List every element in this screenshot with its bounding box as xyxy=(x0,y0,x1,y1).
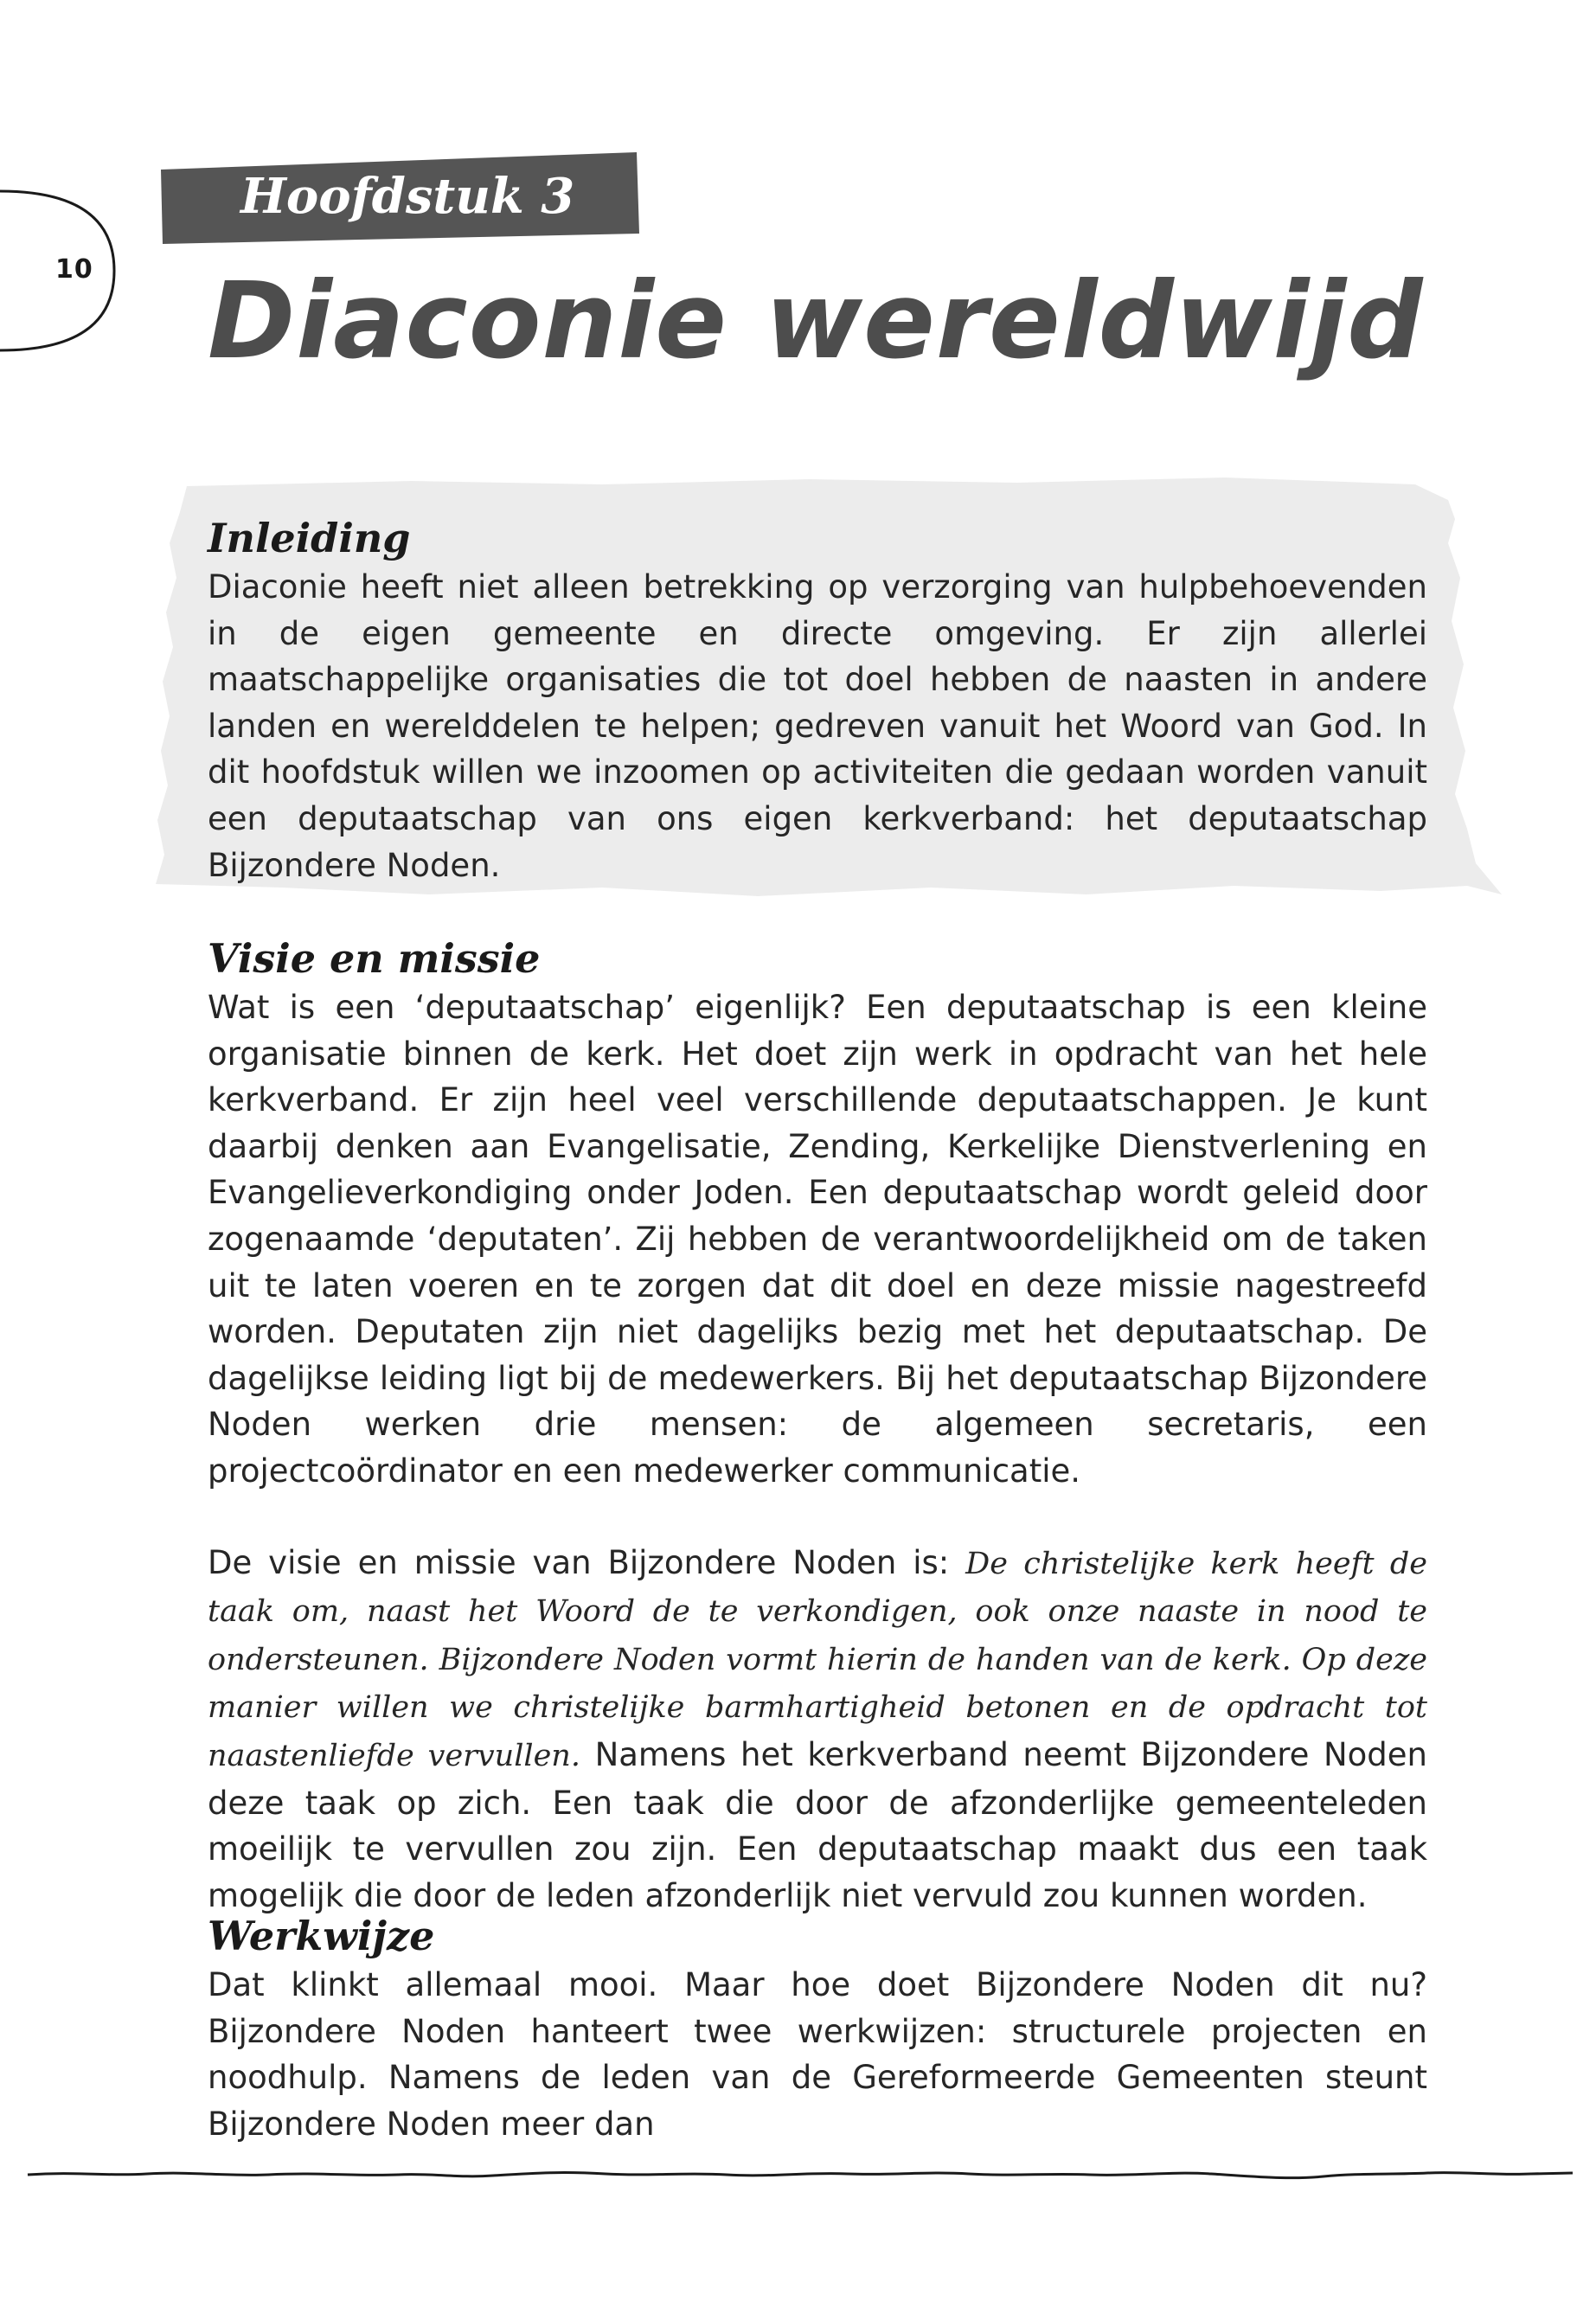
section-heading-werkwijze: Werkwijze xyxy=(208,1913,435,1959)
visie-paragraph-1: Wat is een ‘deputaatschap’ eigenlijk? Een deputaatschap is een kleine organisatie binnen de kerk. Het doet zijn werk in opdracht van het hele kerkverband. Er zijn heel veel verschillende deputaatschappen. Je kunt daarbij denken aan Evangelisatie, Zending, Kerkelijke Dienstverlening en Evangelieverkondiging onder Joden. Een deputaatschap wordt geleid door zogenaamde ‘deputaten’. Zij hebben de verantwoordelijkheid om de taken uit te laten voeren en te zorgen dat dit doel en deze missie nagestreefd worden. Deputaten zijn niet dagelijks bezig met het deputaatschap. De dagelijkse leiding ligt bij de medewerkers. Bij het deputaatschap Bijzondere Noden werken drie mensen: de algemeen secretaris, een projectcoördinator en een medewerker communicatie. xyxy=(208,989,1427,1490)
footer-wavy-line xyxy=(26,2164,1574,2190)
inleiding-paragraph: Diaconie heeft niet alleen betrekking op verzorging van hulpbehoevenden in de eigen gemeente en directe omgeving. Er zijn allerlei maatschappelijke organisaties die tot doel hebben de naasten in andere landen en werelddelen te helpen; gedreven vanuit het Woord van God. In dit hoofdstuk willen we inzoomen op activiteiten die gedaan worden vanuit een deputaatschap van ons eigen kerkverband: het deputaatschap Bijzondere Noden. xyxy=(208,568,1427,884)
chapter-label: Hoofdstuk 3 xyxy=(240,168,575,225)
werkwijze-paragraph: Dat klinkt allemaal mooi. Maar hoe doet Bijzondere Noden dit nu? Bijzondere Noden hanteert twee werkwijzen: structurele projecten en noodhulp. Namens de leden van de Gereformeerde Gemeenten steunt Bijzondere Noden meer dan xyxy=(208,1966,1427,2143)
section-werkwijze xyxy=(208,1910,1427,2147)
footer-divider xyxy=(26,2164,1574,2194)
page-number: 10 xyxy=(55,254,93,285)
visie-paragraph-2 xyxy=(208,1540,1427,1920)
page-number-marker xyxy=(0,189,121,353)
visie-quote-intro: De visie en missie van Bijzondere Noden is: xyxy=(208,1543,966,1581)
chapter-title: Diaconie wereldwijd xyxy=(208,260,1424,382)
chapter-banner xyxy=(161,152,642,244)
visie-quote: De christelijke kerk heeft de taak om, naast het Woord de te verkondigen, ook onze naaste in nood te ondersteunen. Bijzondere Noden vormt hierin de handen van de kerk. Op deze manier willen we christelijke barmhartigheid betonen en de opdracht tot naastenliefde vervullen. xyxy=(208,1546,1427,1773)
section-heading-inleiding: Inleiding xyxy=(208,515,411,561)
section-heading-visie: Visie en missie xyxy=(208,935,541,982)
section-inleiding xyxy=(208,512,1427,888)
visie-paragraph-2-rest: Namens het kerkverband neemt Bijzondere Noden deze taak op zich. Een taak die door de afzonderlijke gemeenteleden moeilijk te vervullen zou zijn. Een deputaatschap maakt dus een taak mogelijk die door de leden afzonderlijk niet vervuld zou kunnen worden. xyxy=(208,1735,1427,1914)
section-visie-en-missie xyxy=(208,933,1427,1919)
